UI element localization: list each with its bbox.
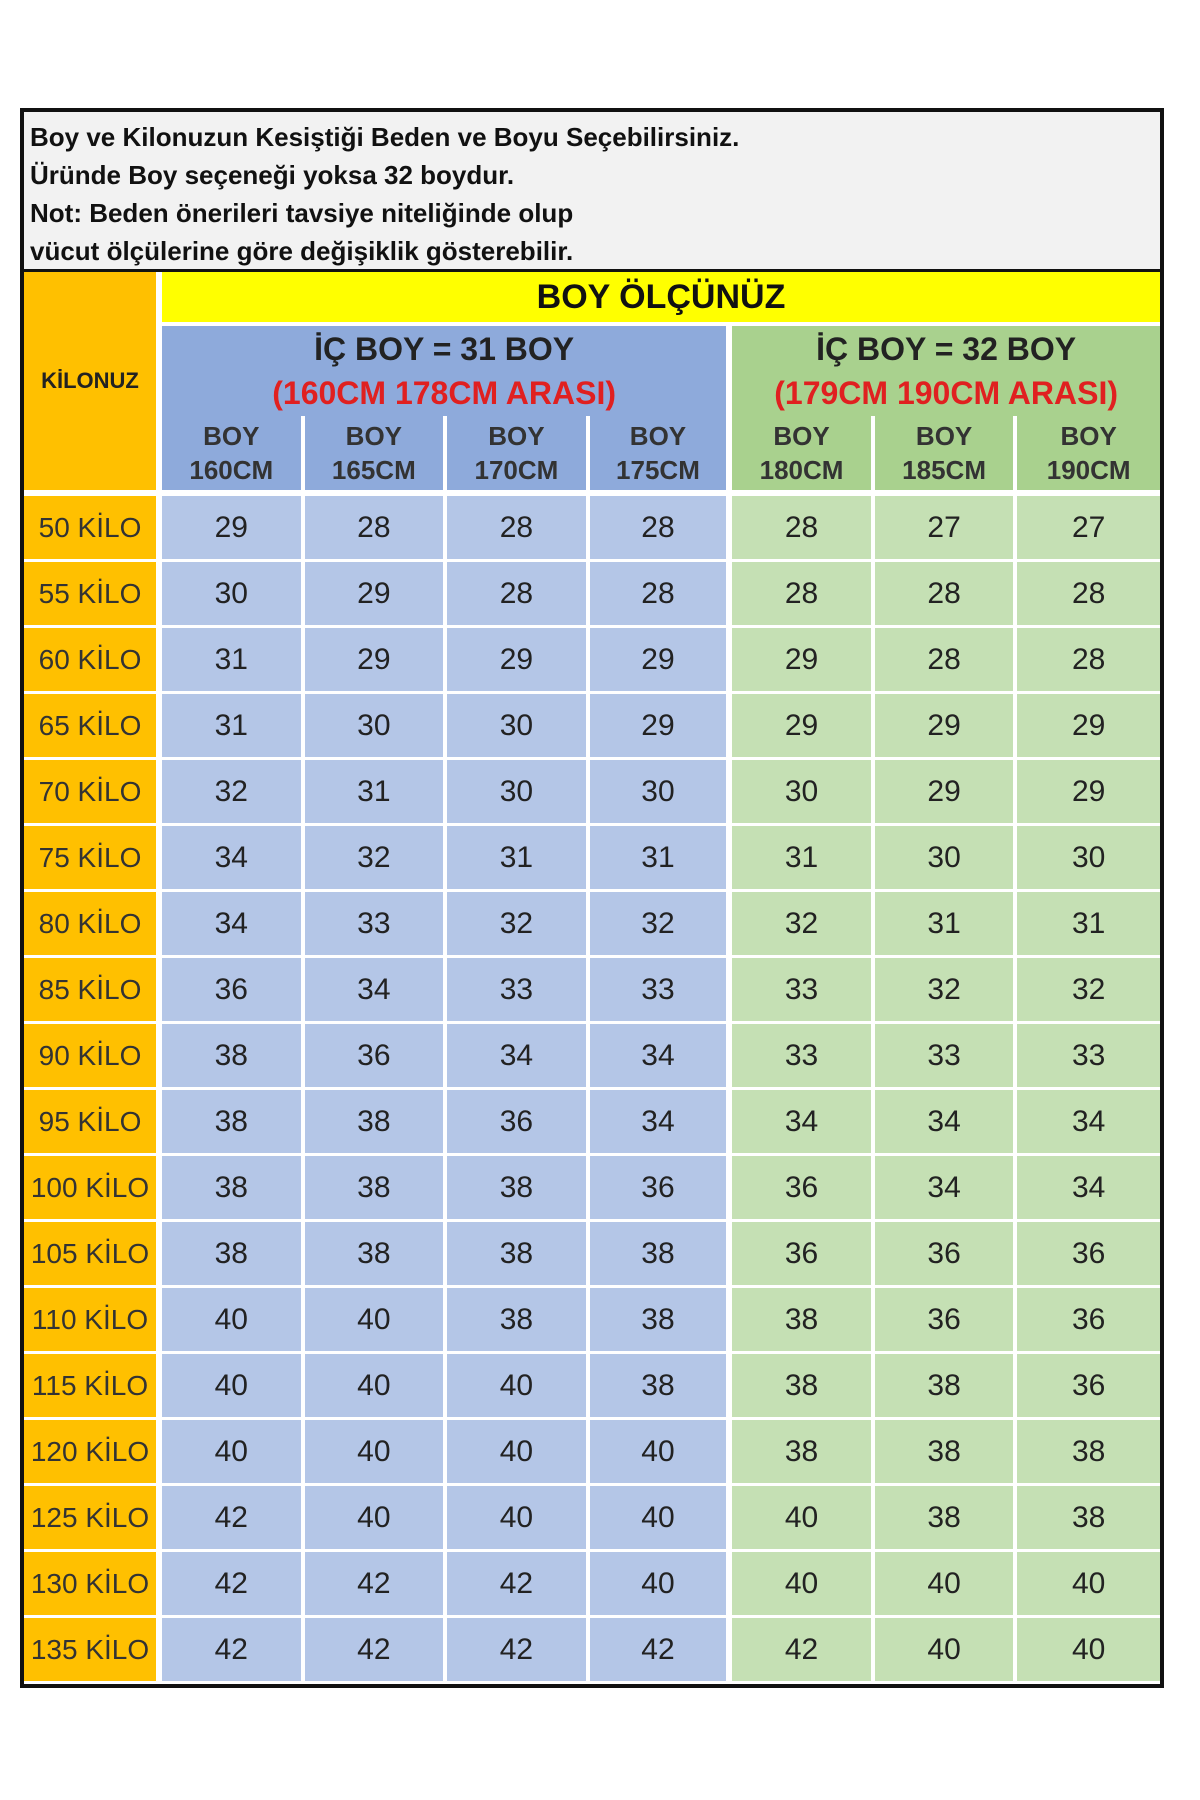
size-cell: 40 (732, 1486, 875, 1552)
kilo-cell: 85 KİLO (24, 958, 162, 1024)
size-cell: 36 (447, 1090, 590, 1156)
size-cell: 34 (1017, 1090, 1160, 1156)
size-cell: 42 (305, 1618, 448, 1684)
table-row (24, 892, 1160, 958)
kilo-cell: 80 KİLO (24, 892, 162, 958)
size-cell: 29 (732, 628, 875, 694)
kilo-cell: 55 KİLO (24, 562, 162, 628)
size-cell: 38 (732, 1288, 875, 1354)
column-header-line1: BOY (488, 421, 545, 451)
group-header-31 (162, 326, 732, 416)
size-cell: 28 (1017, 628, 1160, 694)
size-cell: 31 (1017, 892, 1160, 958)
table-row (24, 496, 1160, 562)
size-cell: 42 (447, 1552, 590, 1618)
size-cell: 30 (162, 562, 305, 628)
size-cell: 38 (447, 1288, 590, 1354)
column-header-line1: BOY (629, 421, 687, 451)
size-cell: 29 (162, 496, 305, 562)
size-cell: 31 (162, 628, 305, 694)
size-cell: 36 (590, 1156, 733, 1222)
size-cell: 34 (590, 1090, 733, 1156)
size-cell: 36 (162, 958, 305, 1024)
size-cell: 40 (305, 1354, 448, 1420)
size-cell: 33 (875, 1024, 1018, 1090)
boy-title: BOY ÖLÇÜNÜZ (162, 272, 1160, 326)
kilo-cell: 50 KİLO (24, 496, 162, 562)
size-cell: 28 (590, 562, 733, 628)
size-cell: 27 (1017, 496, 1160, 562)
size-cell: 34 (875, 1156, 1018, 1222)
table-row (24, 1222, 1160, 1288)
column-header-line1: BOY (203, 421, 260, 451)
size-cell: 32 (875, 958, 1018, 1024)
size-cell: 33 (447, 958, 590, 1024)
group-range: (179CM 190CM ARASI) (774, 375, 1119, 411)
size-cell: 28 (875, 628, 1018, 694)
size-cell: 38 (1017, 1420, 1160, 1486)
size-cell: 38 (732, 1354, 875, 1420)
size-cell: 33 (1017, 1024, 1160, 1090)
column-header (590, 416, 733, 490)
table-row (24, 562, 1160, 628)
table-row (24, 1288, 1160, 1354)
column-header-line2: 160CM (189, 455, 274, 485)
size-cell: 40 (1017, 1552, 1160, 1618)
size-chart (20, 108, 1164, 1688)
column-header-line1: BOY (345, 421, 403, 451)
size-cell: 34 (305, 958, 448, 1024)
kilo-column-header: KİLONUZ (24, 272, 162, 490)
kilo-cell: 125 KİLO (24, 1486, 162, 1552)
size-cell: 32 (447, 892, 590, 958)
size-cell: 36 (1017, 1288, 1160, 1354)
table-row (24, 1156, 1160, 1222)
group-title: İÇ BOY = 31 BOY (314, 331, 575, 367)
size-cell: 31 (305, 760, 448, 826)
table-row (24, 1090, 1160, 1156)
table-row (24, 1552, 1160, 1618)
note-line: Üründe Boy seçeneği yoksa 32 boydur. (30, 160, 515, 190)
size-cell: 38 (305, 1156, 448, 1222)
size-cell: 36 (732, 1156, 875, 1222)
size-cell: 29 (875, 694, 1018, 760)
size-cell: 28 (732, 562, 875, 628)
column-header (732, 416, 875, 490)
size-cell: 30 (1017, 826, 1160, 892)
size-cell: 33 (590, 958, 733, 1024)
size-cell: 30 (875, 826, 1018, 892)
note-line: vücut ölçülerine göre değişiklik gösterebilir. (30, 236, 574, 266)
size-cell: 29 (1017, 694, 1160, 760)
column-header (305, 416, 448, 490)
size-cell: 38 (1017, 1486, 1160, 1552)
size-cell: 42 (162, 1486, 305, 1552)
size-cell: 40 (1017, 1618, 1160, 1684)
table-row (24, 826, 1160, 892)
kilo-cell: 135 KİLO (24, 1618, 162, 1684)
size-cell: 42 (447, 1618, 590, 1684)
size-cell: 34 (162, 892, 305, 958)
size-cell: 38 (732, 1420, 875, 1486)
size-cell: 32 (590, 892, 733, 958)
size-cell: 30 (590, 760, 733, 826)
size-cell: 40 (590, 1420, 733, 1486)
size-cell: 38 (875, 1486, 1018, 1552)
note-line: Not: Beden önerileri tavsiye niteliğinde olup (30, 198, 574, 228)
table-row (24, 1024, 1160, 1090)
size-cell: 28 (1017, 562, 1160, 628)
column-header (1017, 416, 1160, 490)
table-row (24, 1486, 1160, 1552)
size-cell: 36 (1017, 1222, 1160, 1288)
kilo-cell: 65 KİLO (24, 694, 162, 760)
size-cell: 38 (162, 1024, 305, 1090)
size-cell: 34 (875, 1090, 1018, 1156)
column-header (162, 416, 305, 490)
size-cell: 38 (305, 1090, 448, 1156)
table-row (24, 958, 1160, 1024)
size-cell: 32 (732, 892, 875, 958)
size-cell: 28 (447, 562, 590, 628)
size-cell: 29 (732, 694, 875, 760)
column-header-line1: BOY (915, 421, 973, 451)
size-cell: 29 (590, 694, 733, 760)
size-cell: 33 (732, 958, 875, 1024)
size-cell: 40 (162, 1420, 305, 1486)
size-table (24, 272, 1160, 1684)
size-cell: 36 (875, 1288, 1018, 1354)
kilo-cell: 60 KİLO (24, 628, 162, 694)
size-cell: 31 (162, 694, 305, 760)
table-row (24, 760, 1160, 826)
column-header-line2: 190CM (1046, 455, 1131, 485)
size-cell: 36 (875, 1222, 1018, 1288)
size-cell: 38 (447, 1156, 590, 1222)
size-cell: 40 (590, 1552, 733, 1618)
size-cell: 33 (305, 892, 448, 958)
size-cell: 32 (1017, 958, 1160, 1024)
size-cell: 29 (1017, 760, 1160, 826)
size-cell: 30 (447, 760, 590, 826)
size-cell: 28 (305, 496, 448, 562)
size-cell: 31 (447, 826, 590, 892)
size-cell: 30 (447, 694, 590, 760)
kilo-cell: 120 KİLO (24, 1420, 162, 1486)
size-cell: 28 (590, 496, 733, 562)
size-cell: 40 (447, 1486, 590, 1552)
size-cell: 38 (162, 1222, 305, 1288)
table-row (24, 1618, 1160, 1684)
size-cell: 38 (447, 1222, 590, 1288)
size-cell: 32 (162, 760, 305, 826)
size-cell: 38 (162, 1090, 305, 1156)
size-cell: 28 (875, 562, 1018, 628)
size-cell: 38 (590, 1354, 733, 1420)
kilo-cell: 130 KİLO (24, 1552, 162, 1618)
size-cell: 31 (875, 892, 1018, 958)
kilo-cell: 95 KİLO (24, 1090, 162, 1156)
group-title: İÇ BOY = 32 BOY (816, 331, 1077, 367)
size-cell: 40 (447, 1354, 590, 1420)
kilo-cell: 75 KİLO (24, 826, 162, 892)
table-row (24, 1420, 1160, 1486)
size-cell: 40 (875, 1618, 1018, 1684)
size-cell: 38 (875, 1354, 1018, 1420)
size-cell: 31 (590, 826, 733, 892)
column-header-line2: 185CM (902, 455, 986, 485)
size-cell: 40 (305, 1420, 448, 1486)
note-line: Boy ve Kilonuzun Kesiştiği Beden ve Boyu Seçebilirsiniz. (30, 122, 740, 152)
size-cell: 40 (875, 1552, 1018, 1618)
column-header-line2: 175CM (616, 455, 700, 485)
table-row (24, 628, 1160, 694)
size-cell: 36 (732, 1222, 875, 1288)
size-cell: 34 (1017, 1156, 1160, 1222)
group-range: (160CM 178CM ARASI) (272, 375, 617, 411)
size-cell: 40 (162, 1288, 305, 1354)
kilo-cell: 100 KİLO (24, 1156, 162, 1222)
column-header-line1: BOY (1060, 421, 1117, 451)
notes-box (24, 112, 1160, 272)
size-cell: 34 (732, 1090, 875, 1156)
size-cell: 29 (875, 760, 1018, 826)
size-cell: 36 (1017, 1354, 1160, 1420)
size-cell: 30 (305, 694, 448, 760)
kilo-cell: 110 KİLO (24, 1288, 162, 1354)
size-cell: 30 (732, 760, 875, 826)
kilo-cell: 105 KİLO (24, 1222, 162, 1288)
size-cell: 38 (590, 1222, 733, 1288)
size-cell: 40 (590, 1486, 733, 1552)
size-cell: 29 (447, 628, 590, 694)
table-row (24, 1354, 1160, 1420)
column-header-line1: BOY (773, 421, 830, 451)
size-cell: 29 (590, 628, 733, 694)
kilo-cell: 90 KİLO (24, 1024, 162, 1090)
size-cell: 42 (305, 1552, 448, 1618)
size-cell: 31 (732, 826, 875, 892)
group-header-32 (732, 326, 1160, 416)
size-cell: 38 (305, 1222, 448, 1288)
size-cell: 42 (590, 1618, 733, 1684)
size-cell: 38 (875, 1420, 1018, 1486)
table-row (24, 694, 1160, 760)
size-cell: 33 (732, 1024, 875, 1090)
size-cell: 40 (732, 1552, 875, 1618)
column-header-line2: 170CM (474, 455, 559, 485)
size-cell: 28 (732, 496, 875, 562)
size-cell: 38 (162, 1156, 305, 1222)
size-cell: 29 (305, 562, 448, 628)
size-cell: 36 (305, 1024, 448, 1090)
size-cell: 34 (447, 1024, 590, 1090)
size-cell: 42 (162, 1618, 305, 1684)
column-header-line2: 180CM (759, 455, 844, 485)
size-cell: 42 (732, 1618, 875, 1684)
size-cell: 29 (305, 628, 448, 694)
size-cell: 40 (305, 1486, 448, 1552)
size-cell: 28 (447, 496, 590, 562)
kilo-cell: 115 KİLO (24, 1354, 162, 1420)
size-cell: 27 (875, 496, 1018, 562)
column-header-line2: 165CM (331, 455, 416, 485)
size-cell: 34 (590, 1024, 733, 1090)
column-header (447, 416, 590, 490)
column-header (875, 416, 1018, 490)
size-cell: 40 (162, 1354, 305, 1420)
size-cell: 38 (590, 1288, 733, 1354)
size-cell: 40 (305, 1288, 448, 1354)
size-cell: 34 (162, 826, 305, 892)
size-cell: 40 (447, 1420, 590, 1486)
size-cell: 42 (162, 1552, 305, 1618)
kilo-cell: 70 KİLO (24, 760, 162, 826)
size-cell: 32 (305, 826, 448, 892)
